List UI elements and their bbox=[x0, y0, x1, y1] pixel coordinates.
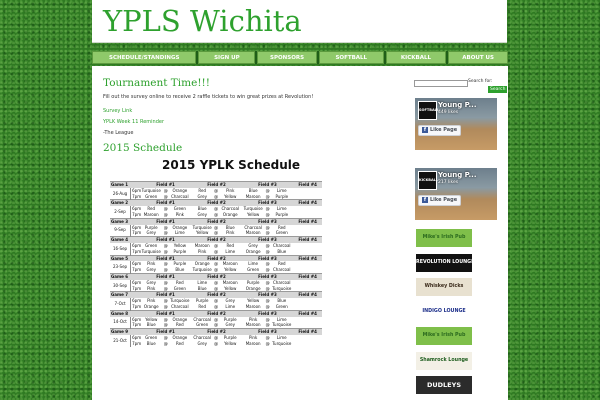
nav-item-schedule-standings[interactable]: SCHEDULE/STANDINGS bbox=[92, 51, 196, 64]
versus-marker: @ bbox=[163, 279, 168, 285]
team-cell: Pink bbox=[249, 334, 258, 340]
game-header-cell: Field #3 bbox=[242, 200, 294, 206]
versus-marker: @ bbox=[214, 285, 219, 291]
team-cell: Red bbox=[226, 242, 235, 248]
sponsor-logo[interactable]: Mike's Irish Pub bbox=[416, 327, 472, 345]
game-date: 2-Sep bbox=[110, 206, 131, 218]
versus-marker: @ bbox=[265, 242, 270, 248]
game-header-cell: Field #3 bbox=[242, 292, 294, 298]
team-cell: Red bbox=[147, 206, 156, 212]
team-cell: Purple bbox=[173, 248, 187, 254]
team-cell: Lime bbox=[248, 261, 258, 267]
versus-marker: @ bbox=[163, 267, 168, 273]
versus-marker: @ bbox=[265, 224, 270, 230]
versus-marker: @ bbox=[265, 187, 270, 193]
team-cell: Yellow bbox=[173, 242, 187, 248]
game-header-cell: Field #3 bbox=[242, 237, 294, 243]
team-cell: Blue bbox=[146, 322, 156, 328]
team-cell: Grey bbox=[248, 242, 258, 248]
game-header-cell: Field #1 bbox=[140, 200, 192, 206]
page-name[interactable]: Young P... bbox=[438, 171, 477, 179]
team-cell: Green bbox=[145, 193, 158, 199]
versus-marker: @ bbox=[265, 230, 270, 236]
schedule-image-title: 2015 YPLK Schedule bbox=[162, 158, 301, 172]
versus-marker: @ bbox=[214, 316, 219, 322]
like-page-button[interactable] bbox=[418, 195, 461, 206]
nav-item-about-us[interactable]: ABOUT US bbox=[448, 51, 508, 64]
game-header-cell: Field #4 bbox=[293, 273, 322, 279]
versus-marker: @ bbox=[214, 248, 219, 254]
game-header-cell: Field #1 bbox=[140, 237, 192, 243]
game-header-cell: Field #3 bbox=[242, 310, 294, 316]
versus-marker: @ bbox=[214, 242, 219, 248]
team-cell: Pink bbox=[147, 298, 156, 304]
team-cell: Green bbox=[173, 206, 186, 212]
team-cell: Pink bbox=[226, 230, 235, 236]
team-cell: Blue bbox=[248, 187, 258, 193]
game-header-cell: Game 4 bbox=[110, 237, 140, 243]
game-header-cell: Game 5 bbox=[110, 255, 140, 261]
versus-marker: @ bbox=[214, 340, 219, 346]
versus-marker: @ bbox=[265, 261, 270, 267]
sponsor-logo[interactable]: INDIGO LOUNGE bbox=[416, 303, 472, 321]
team-cell: Blue bbox=[175, 267, 185, 273]
game-time: 7pm bbox=[132, 211, 142, 217]
table-row bbox=[110, 341, 322, 347]
versus-marker: @ bbox=[265, 279, 270, 285]
post-body: Fill out the survey online to receive 2 raffle tickets to win great prizes at Revolution! bbox=[103, 94, 314, 100]
team-cell: Yellow bbox=[224, 285, 237, 291]
post-title[interactable]: Tournament Time!!! bbox=[103, 77, 210, 89]
team-cell: Lime bbox=[225, 248, 236, 254]
team-cell: Purple bbox=[173, 261, 187, 267]
page-likes: 217 likes bbox=[438, 180, 459, 185]
game-header-cell: Field #2 bbox=[191, 329, 241, 335]
game-time: 7pm bbox=[132, 322, 142, 328]
sponsor-logo[interactable]: REVOLUTION LOUNGE bbox=[416, 254, 472, 272]
team-cell: Lime bbox=[276, 187, 287, 193]
site-title[interactable]: YPLS Wichita bbox=[103, 4, 302, 38]
team-cell: Orange bbox=[143, 303, 159, 309]
game-header-cell: Field #2 bbox=[191, 310, 241, 316]
team-cell: Green bbox=[247, 267, 260, 273]
versus-marker: @ bbox=[163, 187, 168, 193]
versus-marker: @ bbox=[265, 211, 270, 217]
like-page-button[interactable] bbox=[418, 125, 461, 136]
versus-marker: @ bbox=[214, 230, 219, 236]
versus-marker: @ bbox=[265, 340, 270, 346]
game-header-cell: Game 7 bbox=[110, 292, 140, 298]
game-date: 14-Oct bbox=[110, 317, 131, 329]
game-time: 7pm bbox=[132, 303, 142, 309]
game-header-cell: Field #1 bbox=[140, 255, 192, 261]
team-cell: Blue bbox=[146, 340, 156, 346]
game-time: 6pm bbox=[132, 334, 142, 340]
game-header-cell: Game 1 bbox=[110, 182, 140, 188]
main-nav bbox=[92, 51, 508, 64]
versus-marker: @ bbox=[163, 340, 168, 346]
team-cell: Grey bbox=[225, 322, 235, 328]
team-cell: Purple bbox=[144, 224, 158, 230]
versus-marker: @ bbox=[214, 267, 219, 273]
team-cell: Purple bbox=[246, 279, 260, 285]
team-cell: Orange bbox=[222, 211, 238, 217]
team-cell: Turquoise bbox=[141, 248, 161, 254]
game-header-cell: Field #2 bbox=[191, 200, 241, 206]
game-time: 6pm bbox=[132, 206, 142, 212]
game-date: 21-Oct bbox=[110, 335, 131, 347]
game-header-cell: Field #1 bbox=[140, 273, 192, 279]
game-header-cell: Field #1 bbox=[140, 292, 192, 298]
game-time: 6pm bbox=[132, 316, 142, 322]
game-date: 23-Sep bbox=[110, 261, 131, 273]
versus-marker: @ bbox=[163, 206, 168, 212]
team-cell: Green bbox=[145, 242, 158, 248]
team-cell: Grey bbox=[146, 267, 156, 273]
team-cell: Red bbox=[176, 340, 184, 346]
sponsor-logo[interactable]: Mike's Irish Pub bbox=[416, 229, 472, 247]
versus-marker: @ bbox=[163, 193, 168, 199]
team-cell: Charcoal bbox=[273, 242, 291, 248]
versus-marker: @ bbox=[265, 285, 270, 291]
team-cell: Orange bbox=[245, 248, 261, 254]
game-header-cell: Field #4 bbox=[293, 237, 322, 243]
game-time: 7pm bbox=[132, 285, 142, 291]
versus-marker: @ bbox=[163, 230, 168, 236]
team-cell: Red bbox=[277, 261, 286, 267]
versus-marker: @ bbox=[265, 267, 270, 273]
team-cell: Red bbox=[277, 224, 286, 230]
team-cell: Blue bbox=[197, 206, 207, 212]
team-cell: Orange bbox=[172, 224, 188, 230]
nav-item-kickball[interactable]: KICKBALL bbox=[386, 51, 447, 64]
team-cell: Purple bbox=[275, 193, 289, 199]
team-cell: Maroon bbox=[143, 211, 159, 217]
game-time: 7pm bbox=[132, 340, 142, 346]
game-header-cell: Field #3 bbox=[242, 273, 294, 279]
versus-marker: @ bbox=[265, 322, 270, 328]
team-cell: Pink bbox=[175, 211, 184, 217]
versus-marker: @ bbox=[163, 211, 168, 217]
page-avatar[interactable]: SOFTBALL bbox=[418, 101, 437, 120]
team-cell: Maroon bbox=[222, 261, 238, 267]
team-cell: Purple bbox=[223, 316, 237, 322]
team-cell: Yellow bbox=[224, 340, 237, 346]
team-cell: Green bbox=[173, 285, 186, 291]
versus-marker: @ bbox=[163, 334, 168, 340]
game-header-cell: Field #4 bbox=[293, 310, 322, 316]
game-time: 6pm bbox=[132, 224, 142, 230]
game-time: 6pm bbox=[132, 279, 142, 285]
team-cell: Maroon bbox=[245, 193, 261, 199]
survey-link[interactable]: Survey Link bbox=[103, 108, 133, 114]
versus-marker: @ bbox=[163, 285, 168, 291]
game-header-cell: Field #2 bbox=[191, 237, 241, 243]
team-cell: Turquoise bbox=[272, 285, 292, 291]
team-cell: Maroon bbox=[222, 279, 238, 285]
team-cell: Pink bbox=[147, 261, 156, 267]
game-header-cell: Field #4 bbox=[293, 329, 322, 335]
team-cell: Maroon bbox=[245, 340, 261, 346]
game-time: 7pm bbox=[132, 267, 142, 273]
sponsor-logo[interactable]: Whiskey Dicks bbox=[416, 278, 472, 296]
versus-marker: @ bbox=[214, 187, 219, 193]
schedule-table bbox=[110, 181, 322, 347]
team-cell: Red bbox=[198, 303, 206, 309]
game-header-cell: Field #3 bbox=[242, 218, 294, 224]
versus-marker: @ bbox=[214, 303, 219, 309]
page-name[interactable]: Young P... bbox=[438, 101, 477, 109]
team-cell: Green bbox=[275, 303, 288, 309]
team-cell: Red bbox=[176, 279, 184, 285]
team-cell: Charcoal bbox=[273, 267, 291, 273]
game-header-cell: Field #2 bbox=[191, 182, 241, 188]
team-cell: Purple bbox=[223, 334, 237, 340]
game-date: 9-Sep bbox=[110, 225, 131, 237]
game-header-cell: Field #4 bbox=[293, 182, 322, 188]
team-cell: Charcoal bbox=[171, 303, 189, 309]
team-cell: Orange bbox=[172, 316, 188, 322]
reminder-link[interactable]: YPLK Week 11 Reminder bbox=[103, 119, 165, 125]
versus-marker: @ bbox=[163, 316, 168, 322]
versus-marker: @ bbox=[265, 193, 270, 199]
game-time: 6pm bbox=[132, 298, 142, 304]
team-cell: Turquoise bbox=[192, 224, 212, 230]
team-cell: Charcoal bbox=[244, 224, 262, 230]
team-cell: Turquoise bbox=[141, 187, 161, 193]
game-header-cell: Field #4 bbox=[293, 292, 322, 298]
game-header-cell: Game 6 bbox=[110, 273, 140, 279]
team-cell: Charcoal bbox=[193, 334, 211, 340]
game-header-cell: Game 3 bbox=[110, 218, 140, 224]
team-cell: Orange bbox=[172, 334, 188, 340]
game-header-cell: Field #3 bbox=[242, 182, 294, 188]
like-page-label: Like Page bbox=[430, 127, 458, 133]
game-time: 7pm bbox=[132, 193, 142, 199]
team-cell: Lime bbox=[276, 316, 287, 322]
team-cell: Blue bbox=[277, 298, 287, 304]
team-cell: Lime bbox=[276, 334, 287, 340]
team-cell: Lime bbox=[225, 303, 236, 309]
like-page-label: Like Page bbox=[430, 197, 458, 203]
sidebar bbox=[410, 78, 506, 318]
game-date: 26-Aug bbox=[110, 188, 131, 200]
game-header-cell: Field #3 bbox=[242, 255, 294, 261]
team-cell: Yellow bbox=[196, 230, 209, 236]
facebook-page-widget[interactable] bbox=[415, 98, 497, 150]
team-cell: Green bbox=[275, 230, 288, 236]
game-time: 6pm bbox=[132, 242, 142, 248]
team-cell: Yellow bbox=[224, 193, 237, 199]
versus-marker: @ bbox=[214, 322, 219, 328]
team-cell: Maroon bbox=[245, 230, 261, 236]
game-header-cell: Field #1 bbox=[140, 310, 192, 316]
search-label: Search for: bbox=[468, 79, 493, 84]
game-header-cell: Field #4 bbox=[293, 255, 322, 261]
game-time: 6pm bbox=[132, 187, 142, 193]
versus-marker: @ bbox=[265, 316, 270, 322]
versus-marker: @ bbox=[163, 261, 168, 267]
game-header-cell: Field #1 bbox=[140, 329, 192, 335]
versus-marker: @ bbox=[214, 334, 219, 340]
team-cell: Turquoise bbox=[192, 267, 212, 273]
team-cell: Grey bbox=[225, 298, 235, 304]
team-cell: Lime bbox=[276, 206, 287, 212]
team-cell: Yellow bbox=[145, 316, 158, 322]
game-date: 30-Sep bbox=[110, 280, 131, 292]
search-button[interactable]: Search bbox=[490, 87, 506, 92]
game-header-cell: Field #1 bbox=[140, 182, 192, 188]
versus-marker: @ bbox=[163, 242, 168, 248]
team-cell: Lime bbox=[175, 230, 185, 236]
game-header-cell: Field #3 bbox=[242, 329, 294, 335]
team-cell: Maroon bbox=[194, 242, 210, 248]
team-cell: Blue bbox=[197, 285, 207, 291]
team-cell: Turquoise bbox=[272, 340, 292, 346]
nav-item-sponsors[interactable]: SPONSORS bbox=[257, 51, 317, 64]
versus-marker: @ bbox=[214, 224, 219, 230]
game-header-cell: Field #1 bbox=[140, 218, 192, 224]
team-cell: Grey bbox=[146, 279, 156, 285]
versus-marker: @ bbox=[163, 298, 168, 304]
game-header-cell: Field #4 bbox=[293, 218, 322, 224]
team-cell: Pink bbox=[198, 248, 207, 254]
versus-marker: @ bbox=[163, 322, 168, 328]
team-cell: Purple bbox=[195, 298, 209, 304]
facebook-icon: f bbox=[423, 196, 427, 203]
team-cell: Green bbox=[196, 322, 209, 328]
sponsor-logo[interactable]: Shamrock Lounge bbox=[416, 352, 472, 370]
game-header-cell: Field #4 bbox=[293, 200, 322, 206]
team-cell: Grey bbox=[197, 211, 207, 217]
team-cell: Grey bbox=[197, 193, 207, 199]
page-avatar[interactable]: KICKBALL bbox=[418, 171, 437, 190]
team-cell: Pink bbox=[249, 316, 258, 322]
game-date: 16-Sep bbox=[110, 243, 131, 255]
versus-marker: @ bbox=[214, 193, 219, 199]
versus-marker: @ bbox=[265, 334, 270, 340]
game-header-cell: Field #2 bbox=[191, 292, 241, 298]
team-cell: Turquoise bbox=[170, 298, 190, 304]
versus-marker: @ bbox=[163, 224, 168, 230]
page-likes: 449 likes bbox=[438, 110, 459, 115]
team-cell: Pink bbox=[226, 187, 235, 193]
team-cell: Yellow bbox=[246, 298, 260, 304]
team-cell: Orange bbox=[172, 187, 188, 193]
team-cell: Charcoal bbox=[171, 193, 189, 199]
versus-marker: @ bbox=[214, 211, 219, 217]
game-header-cell: Field #2 bbox=[191, 273, 241, 279]
game-header-cell: Game 2 bbox=[110, 200, 140, 206]
team-cell: Yellow bbox=[246, 211, 260, 217]
team-cell: Blue bbox=[225, 224, 235, 230]
game-header-cell: Game 9 bbox=[110, 329, 140, 335]
team-cell: Green bbox=[145, 334, 158, 340]
facebook-page-widget[interactable] bbox=[415, 168, 497, 220]
team-cell: Pink bbox=[147, 285, 156, 291]
game-time: 6pm bbox=[132, 261, 142, 267]
versus-marker: @ bbox=[214, 261, 219, 267]
nav-item-sign-up[interactable]: SIGN UP bbox=[198, 51, 255, 64]
team-cell: Red bbox=[176, 322, 184, 328]
team-cell: Charcoal bbox=[273, 279, 291, 285]
team-cell: Grey bbox=[146, 230, 156, 236]
sponsor-logo[interactable]: DUDLEYS bbox=[416, 376, 472, 394]
versus-marker: @ bbox=[265, 298, 270, 304]
game-time: 7pm bbox=[132, 248, 142, 254]
team-cell: Purple bbox=[275, 211, 289, 217]
team-cell: Blue bbox=[277, 248, 287, 254]
team-cell: Charcoal bbox=[193, 316, 211, 322]
game-header-cell: Field #2 bbox=[191, 218, 241, 224]
versus-marker: @ bbox=[214, 298, 219, 304]
team-cell: Yellow bbox=[224, 267, 237, 273]
versus-marker: @ bbox=[214, 206, 219, 212]
search-input[interactable] bbox=[414, 80, 468, 87]
team-cell: Orange bbox=[245, 285, 261, 291]
versus-marker: @ bbox=[265, 206, 270, 212]
schedule-heading[interactable]: 2015 Schedule bbox=[103, 142, 183, 154]
team-cell: Turquoise bbox=[272, 322, 292, 328]
team-cell: Maroon bbox=[245, 303, 261, 309]
team-cell: Charcoal bbox=[221, 206, 240, 212]
versus-marker: @ bbox=[214, 279, 219, 285]
team-cell: Turquoise bbox=[243, 206, 263, 212]
versus-marker: @ bbox=[163, 248, 168, 254]
post-signature: -The League bbox=[103, 130, 134, 136]
site-header bbox=[92, 0, 507, 43]
versus-marker: @ bbox=[163, 303, 168, 309]
game-date: 7-Oct bbox=[110, 298, 131, 310]
facebook-icon: f bbox=[423, 126, 427, 133]
team-cell: Maroon bbox=[245, 322, 261, 328]
versus-marker: @ bbox=[265, 248, 270, 254]
game-time: 7pm bbox=[132, 230, 142, 236]
team-cell: Grey bbox=[197, 340, 207, 346]
team-cell: Lime bbox=[197, 279, 208, 285]
game-header-cell: Field #2 bbox=[191, 255, 241, 261]
nav-item-softball[interactable]: SOFTBALL bbox=[319, 51, 384, 64]
team-cell: Orange bbox=[194, 261, 210, 267]
team-cell: Red bbox=[198, 187, 206, 193]
game-header-cell: Game 8 bbox=[110, 310, 140, 316]
versus-marker: @ bbox=[265, 303, 270, 309]
